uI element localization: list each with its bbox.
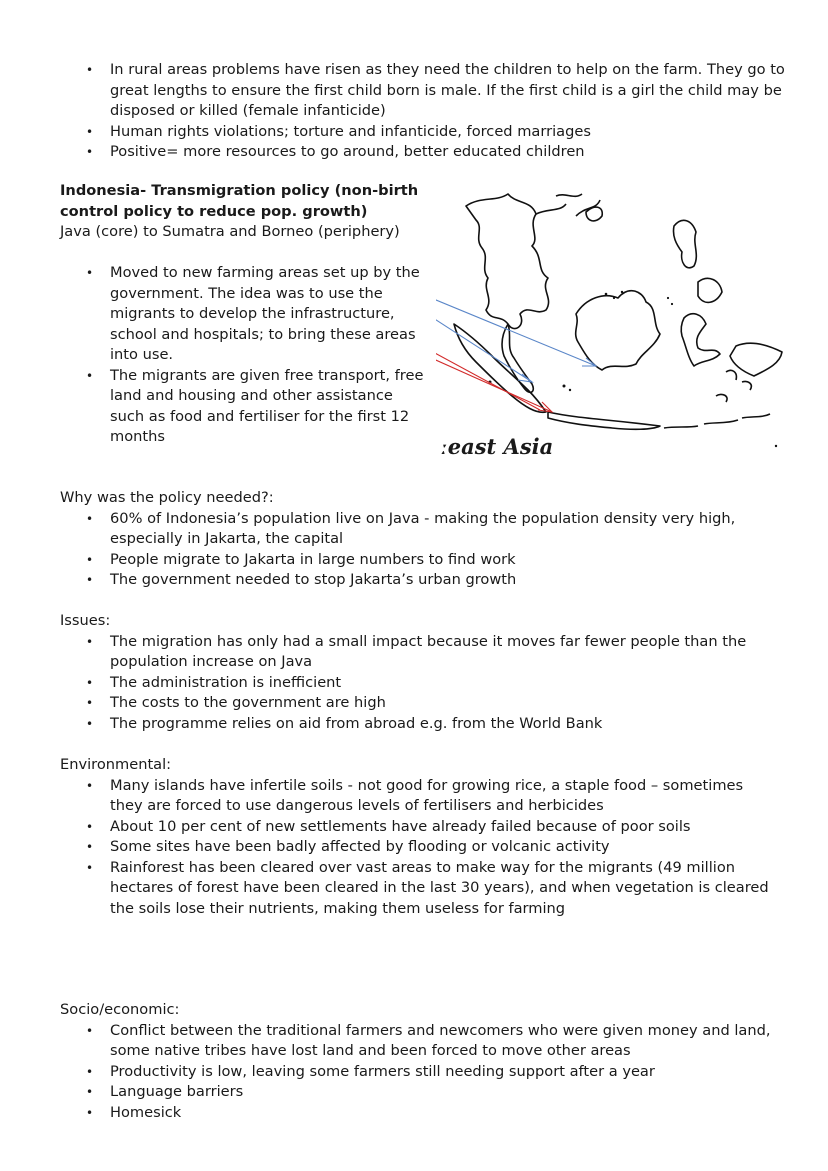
list-item: • The migration has only had a small impact because it moves far fewer people than the population increase on Java [110,632,780,673]
list-item: • Many islands have infertile soils - not good for growing rice, a staple food – sometimes they are forced to use dangerous levels of fertilisers and herbicides [110,776,780,817]
java-outline [548,412,660,429]
borneo-outline [576,291,660,370]
map-drawing [436,186,788,472]
list-item: • Conflict between the traditional farmers and newcomers who were given money and land, some native tribes have lost land and been forced to move other areas [110,1021,780,1062]
list-item: • The costs to the government are high [110,693,780,714]
section-heading: Indonesia- Transmigration policy (non-birth control policy to reduce pop. growth) [60,182,419,220]
lesser-sunda [664,414,770,428]
migration-arrow-red-2 [436,346,540,410]
list-item: • The administration is inefficient [110,673,780,694]
coast-detail [536,194,600,216]
list-item: • Human rights violations; torture and infanticide, forced marriages [110,122,810,143]
indonesia-section [60,181,432,243]
list-item: • The migrants are given free transport, free land and housing and other assistance such as food and fertiliser for the first 12 months [110,366,428,448]
issues-bullet-list [60,632,780,735]
migration-arrow-blue-borneo [436,248,596,366]
malay-peninsula [502,324,533,392]
issues-section [60,611,780,734]
section-heading: Socio/economic: [60,1001,180,1018]
list-item: • People migrate to Jakarta in large numbers to find work [110,550,780,571]
migration-arrow-blue-sumatra [436,294,532,382]
philippines-outline [673,220,696,267]
why-section [60,488,780,591]
why-bullet-list [60,509,780,591]
indonesia-bullet-list [60,263,428,448]
list-item: • About 10 per cent of new settlements have already failed because of poor soils [110,817,780,838]
list-item: • Homesick [110,1103,780,1124]
sumatra-outline [454,324,546,412]
hainan-outline [586,207,602,221]
list-item: • In rural areas problems have risen as they need the children to help on the farm. They go to great lengths to ensure the first child born is male. If the first child is a girl the child may be disposed or killed (female infanticide) [110,60,810,122]
list-item: • Productivity is low, leaving some farmers still needing support after a year [110,1062,780,1083]
migration-arrow-red [436,226,552,412]
section-heading: Environmental: [60,756,172,773]
section-heading: Issues: [60,612,111,629]
maluku-islands [716,370,751,402]
list-item: • Language barriers [110,1082,780,1103]
southeast-asia-map [436,186,788,472]
list-item: • Rainforest has been cleared over vast areas to make way for the migrants (49 million hectares of forest have been cleared in the last 30 years), and when vegetation is cleared the soils lose their nutrients, making them useless for farming [110,858,780,920]
list-item: • 60% of Indonesia’s population live on Java - making the population density very high, especially in Jakarta, the capital [110,509,780,550]
section-heading: Why was the policy needed?: [60,489,274,506]
list-item: • Moved to new farming areas set up by the government. The idea was to use the migrants to develop the infrastructure, school and hospitals; to bring these areas into use. [110,263,428,366]
list-item: • Positive= more resources to go around, better educated children [110,142,810,163]
philippines-south [698,278,722,302]
map-caption: ːeast Asia [440,434,554,459]
section-subheading: Java (core) to Sumatra and Borneo (periphery) [60,223,400,240]
environmental-section [60,755,780,919]
socio-section [60,1000,780,1123]
list-item: • Some sites have been badly affected by flooding or volcanic activity [110,837,780,858]
socio-bullet-list [60,1021,780,1124]
list-item: • The government needed to stop Jakarta’s urban growth [110,570,780,591]
intro-bullet-list [60,60,810,163]
sulawesi-outline [681,314,720,366]
papua-outline [730,343,782,376]
list-item: • The programme relies on aid from abroad e.g. from the World Bank [110,714,780,735]
environmental-bullet-list [60,776,780,920]
